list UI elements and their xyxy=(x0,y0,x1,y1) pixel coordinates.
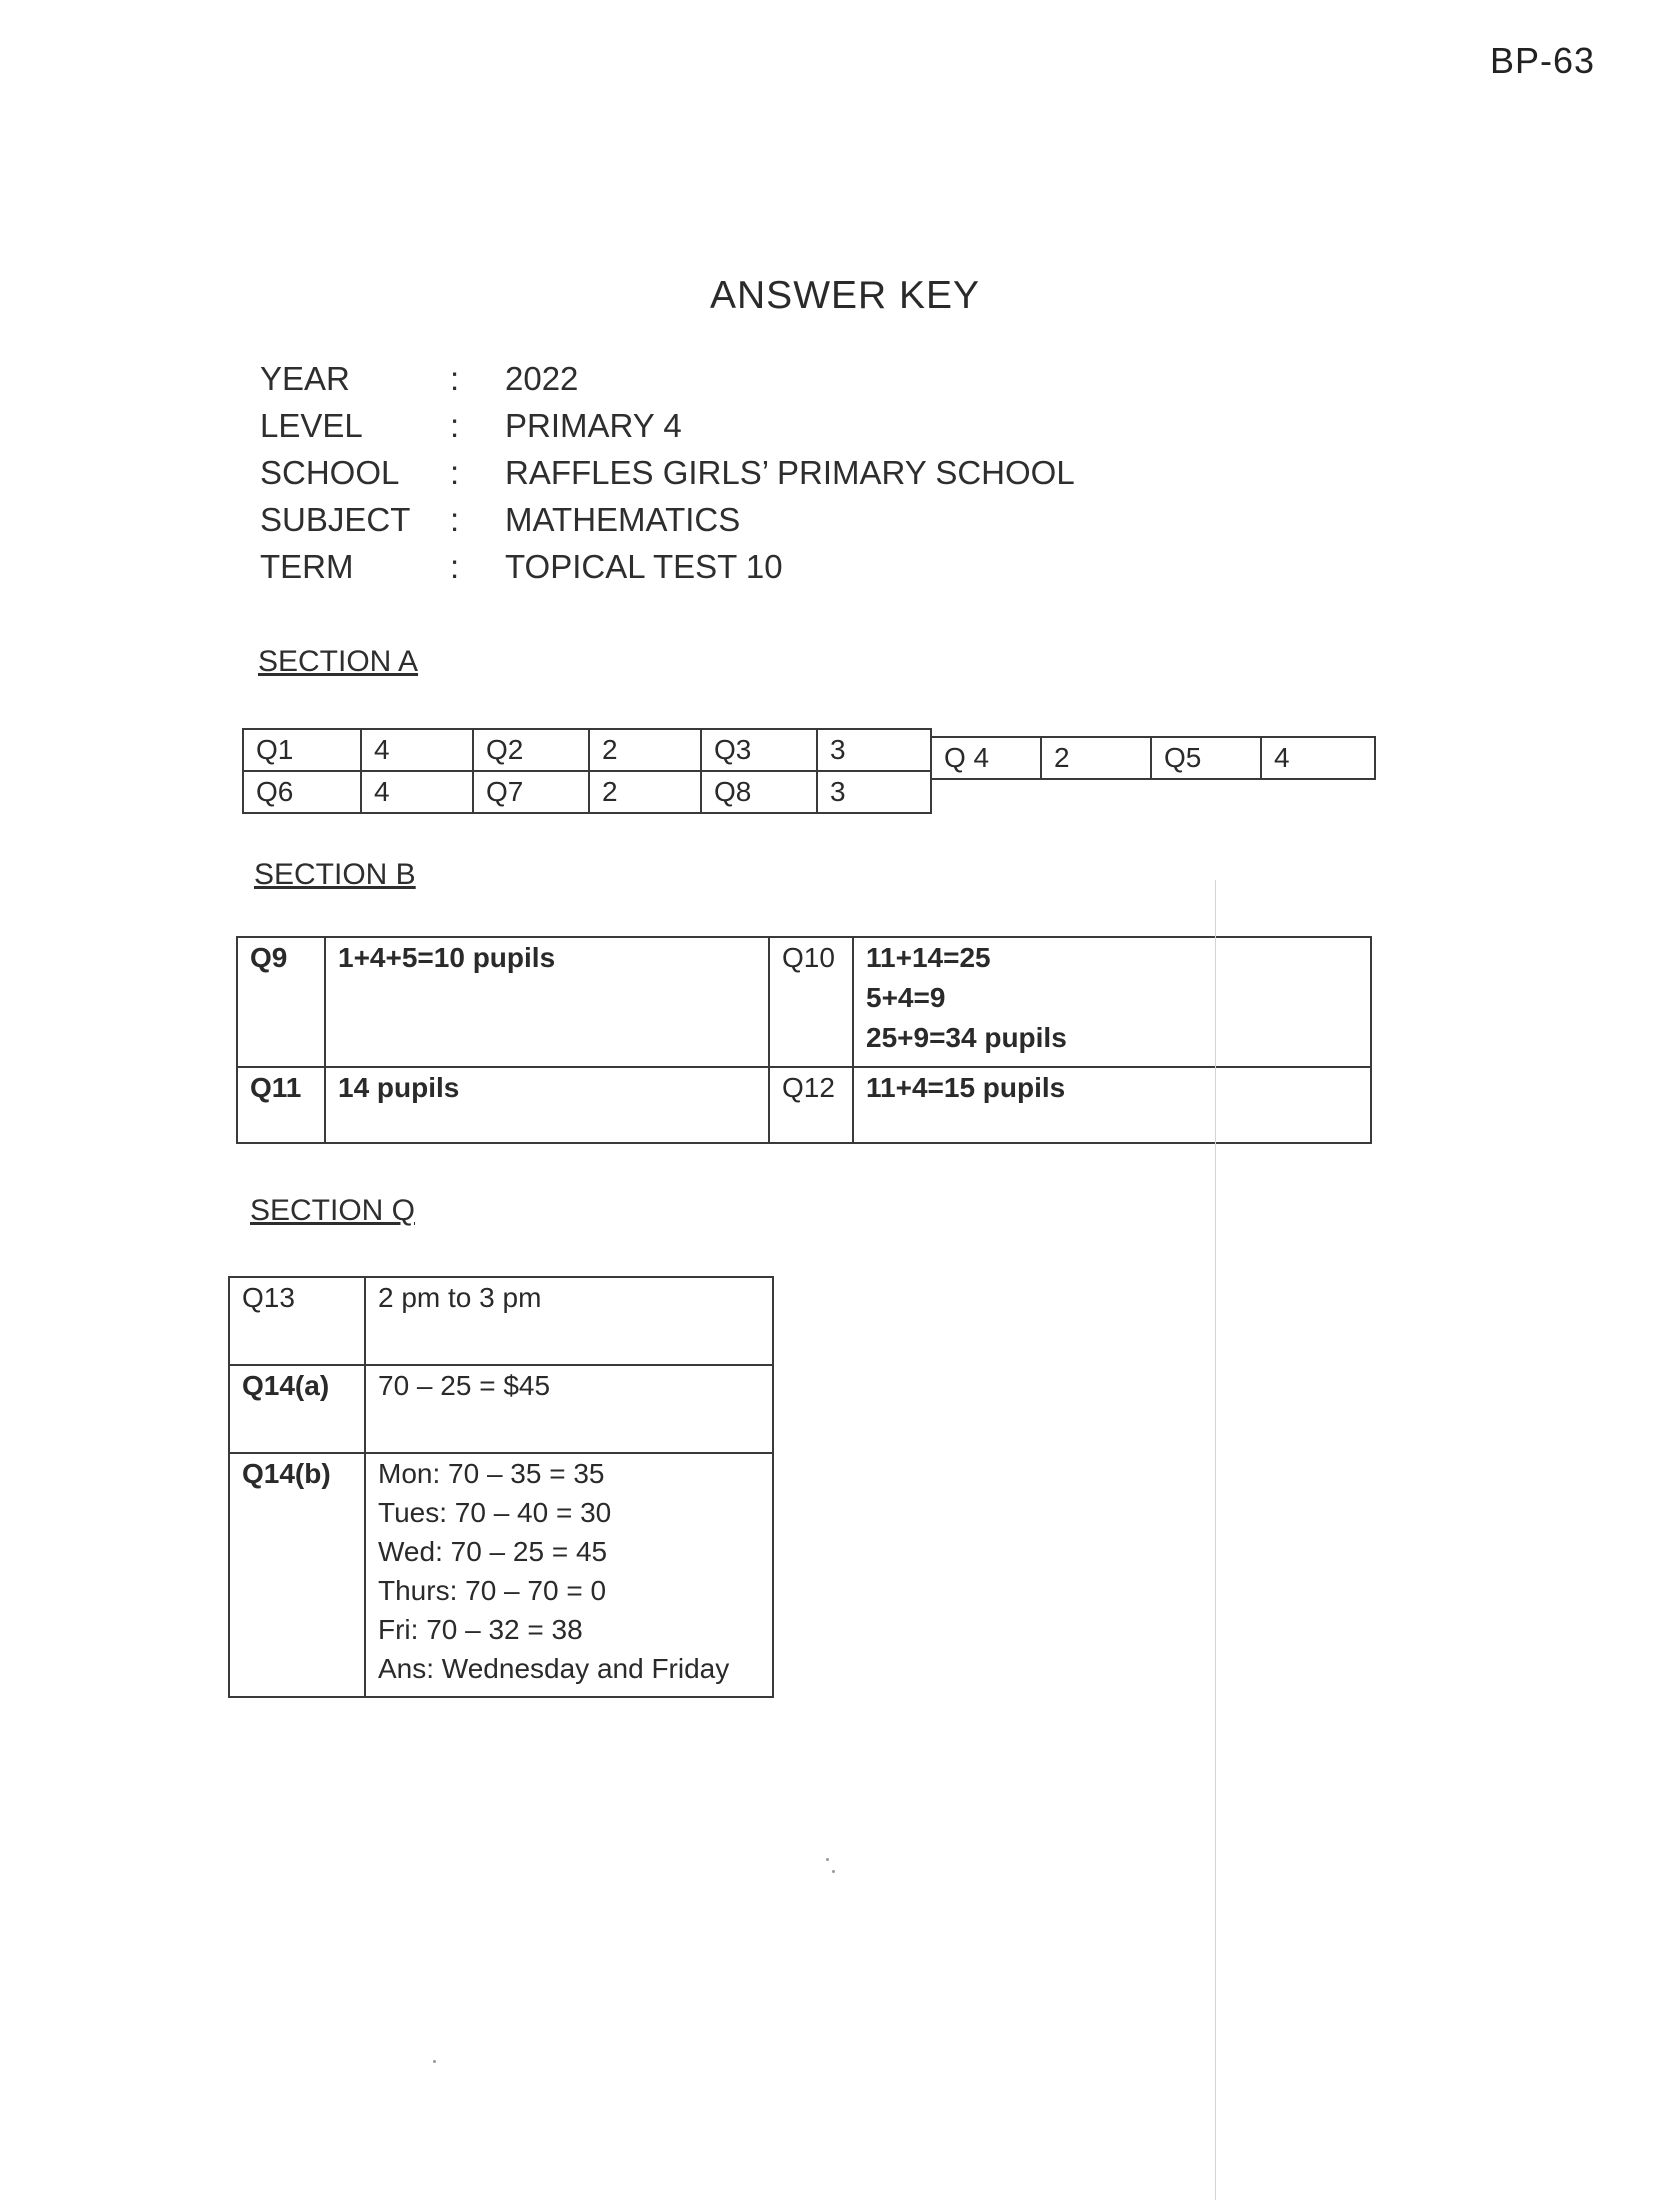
question-cell: Q3 xyxy=(701,729,817,771)
info-row-term xyxy=(260,548,1075,595)
answer-cell: 2 xyxy=(589,729,701,771)
section-c-heading: SECTION Q xyxy=(250,1194,416,1227)
scan-speck xyxy=(826,1858,829,1861)
answer-line: Ans: Wednesday and Friday xyxy=(378,1653,730,1684)
page-title: ANSWER KEY xyxy=(710,274,981,317)
info-value: MATHEMATICS xyxy=(505,501,741,538)
answer-cell xyxy=(853,1067,1371,1143)
scan-speck xyxy=(832,1870,835,1873)
question-cell: Q12 xyxy=(769,1067,853,1143)
answer-cell xyxy=(325,937,769,1067)
answer-cell xyxy=(365,1277,773,1365)
answer-line: 2 pm to 3 pm xyxy=(378,1282,542,1313)
info-row-level xyxy=(260,407,1075,454)
table-row xyxy=(243,729,931,771)
question-cell: Q13 xyxy=(229,1277,365,1365)
info-colon: : xyxy=(450,360,460,397)
answer-cell: 4 xyxy=(1261,737,1375,779)
info-value: RAFFLES GIRLS’ PRIMARY SCHOOL xyxy=(505,454,1075,491)
info-colon: : xyxy=(450,407,460,444)
section-b-table xyxy=(236,936,1372,1144)
info-row-subject xyxy=(260,501,1075,548)
answer-line: 5+4=9 xyxy=(866,982,946,1013)
answer-cell: 3 xyxy=(817,771,931,813)
answer-line: Wed: 70 – 25 = 45 xyxy=(378,1536,608,1567)
table-row xyxy=(229,1277,773,1365)
info-block xyxy=(260,360,1075,595)
table-row xyxy=(931,737,1375,779)
table-row xyxy=(237,1067,1371,1143)
answer-cell xyxy=(365,1365,773,1453)
info-colon: : xyxy=(450,501,460,538)
answer-cell xyxy=(853,937,1371,1067)
answer-line: Fri: 70 – 32 = 38 xyxy=(378,1614,583,1645)
answer-line: Tues: 70 – 40 = 30 xyxy=(378,1497,612,1528)
answer-cell xyxy=(365,1453,773,1697)
info-label: YEAR xyxy=(260,360,350,397)
info-label: SUBJECT xyxy=(260,501,411,538)
answer-cell: 2 xyxy=(1041,737,1151,779)
section-a-heading: SECTION A xyxy=(258,645,419,678)
question-cell: Q2 xyxy=(473,729,589,771)
question-cell: Q1 xyxy=(243,729,361,771)
scan-artifact-line xyxy=(1215,880,1216,2200)
table-row xyxy=(229,1365,773,1453)
answer-cell: 4 xyxy=(361,771,473,813)
answer-line: 14 pupils xyxy=(338,1072,460,1103)
answer-cell xyxy=(325,1067,769,1143)
question-cell: Q14(a) xyxy=(229,1365,365,1453)
info-value: 2022 xyxy=(505,360,579,397)
info-colon: : xyxy=(450,454,460,491)
answer-cell: 4 xyxy=(361,729,473,771)
question-cell: Q7 xyxy=(473,771,589,813)
section-a-table-right xyxy=(930,736,1376,780)
table-row xyxy=(229,1453,773,1697)
answer-line: 70 – 25 = $45 xyxy=(378,1370,551,1401)
answer-cell: 2 xyxy=(589,771,701,813)
section-b-heading: SECTION B xyxy=(254,858,416,891)
page-code: BP-63 xyxy=(1490,40,1596,81)
table-row xyxy=(237,937,1371,1067)
section-c-table xyxy=(228,1276,774,1698)
info-colon: : xyxy=(450,548,460,585)
info-row-school xyxy=(260,454,1075,501)
question-cell: Q 4 xyxy=(931,737,1041,779)
answer-line: Mon: 70 – 35 = 35 xyxy=(378,1458,605,1489)
info-row-year xyxy=(260,360,1075,407)
answer-line: 1+4+5=10 pupils xyxy=(338,942,556,973)
question-cell: Q5 xyxy=(1151,737,1261,779)
info-label: LEVEL xyxy=(260,407,363,444)
info-label: TERM xyxy=(260,548,354,585)
info-value: TOPICAL TEST 10 xyxy=(505,548,783,585)
scan-speck xyxy=(433,2060,436,2063)
answer-line: 11+4=15 pupils xyxy=(866,1072,1066,1103)
question-cell: Q11 xyxy=(237,1067,325,1143)
table-row xyxy=(243,771,931,813)
answer-cell: 3 xyxy=(817,729,931,771)
question-cell: Q10 xyxy=(769,937,853,1067)
answer-line: 25+9=34 pupils xyxy=(866,1022,1067,1053)
info-value: PRIMARY 4 xyxy=(505,407,682,444)
info-label: SCHOOL xyxy=(260,454,400,491)
answer-line: Thurs: 70 – 70 = 0 xyxy=(378,1575,607,1606)
question-cell: Q9 xyxy=(237,937,325,1067)
question-cell: Q14(b) xyxy=(229,1453,365,1697)
question-cell: Q8 xyxy=(701,771,817,813)
section-a-table-left xyxy=(242,728,932,814)
answer-line: 11+14=25 xyxy=(866,942,991,973)
question-cell: Q6 xyxy=(243,771,361,813)
